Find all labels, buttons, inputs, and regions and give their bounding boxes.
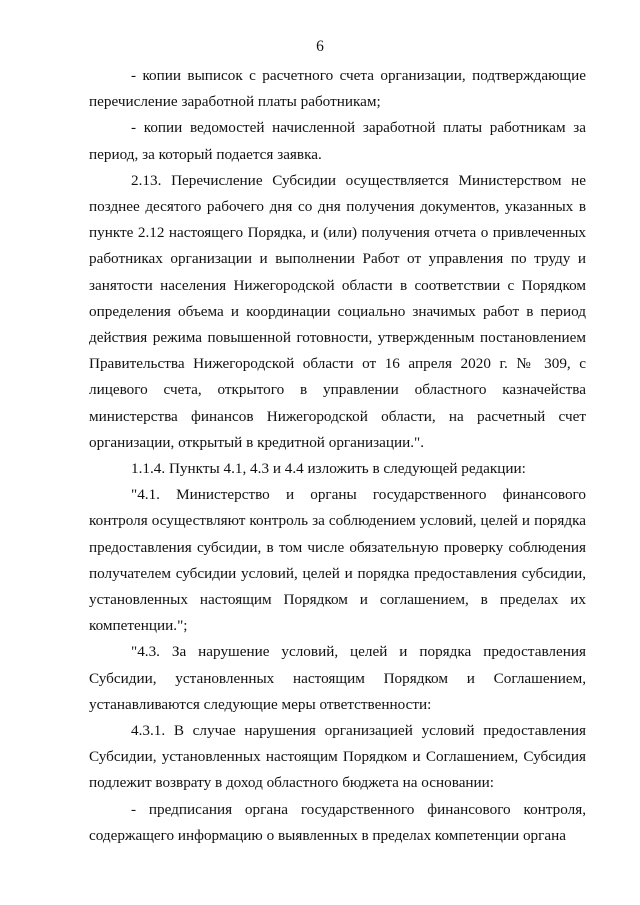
paragraph-2-13: 2.13. Перечисление Субсидии осуществляется Министерством не позднее десятого рабочего дня со дня получения документов, указанных в пункте 2.12 настоящего Порядка, и (или) получения отчета о привлеченных работниках организации и выполнении Работ от управления по труду и занятости населения Нижегородской области в соответствии с Порядком определения объема и координации социально значимых работ в период действия режима повышенной готовности, утвержденным постановлением Правительства Нижегородской области от 16 апреля 2020 г. № 309, с лицевого счета, открытого в управлении областного казначейства министерства финансов Нижегородской области, на расчетный счет организации, открытый в кредитной организации.". [89, 171, 586, 451]
paragraph-4-3: "4.3. За нарушение условий, целей и порядка предоставления Субсидии, установленных настоящим Порядком и Соглашением, устанавливаются следующие меры ответственности: [89, 643, 586, 713]
paragraph-bank-statements: - копии выписок с расчетного счета организации, подтверждающие перечисление заработной платы работникам; [89, 67, 586, 111]
document-body [89, 63, 586, 849]
paragraph-1-1-4: 1.1.4. Пункты 4.1, 4.3 и 4.4 изложить в следующей редакции: [131, 460, 526, 478]
paragraph-payroll-sheets: - копии ведомостей начисленной заработной платы работникам за период, за который подается заявка. [89, 119, 586, 163]
paragraph-4-3-1: 4.3.1. В случае нарушения организацией условий предоставления Субсидии, установленных настоящим Порядком и Соглашением, Субсидия подлежит возврату в доход областного бюджета на основании: [89, 722, 586, 792]
page-number: 6 [316, 38, 324, 55]
paragraph-prescription: - предписания органа государственного финансового контроля, содержащего информацию о выявленных в пределах компетенции органа [89, 800, 586, 844]
paragraph-4-1: "4.1. Министерство и органы государственного финансового контроля осуществляют контроль за соблюдением условий, целей и порядка предоставления субсидии, в том числе обязательную проверку соблюдения получателем субсидии условий, целей и порядка предоставления субсидии, установленных настоящим Порядком и соглашением, в пределах их компетенции."; [89, 486, 586, 635]
